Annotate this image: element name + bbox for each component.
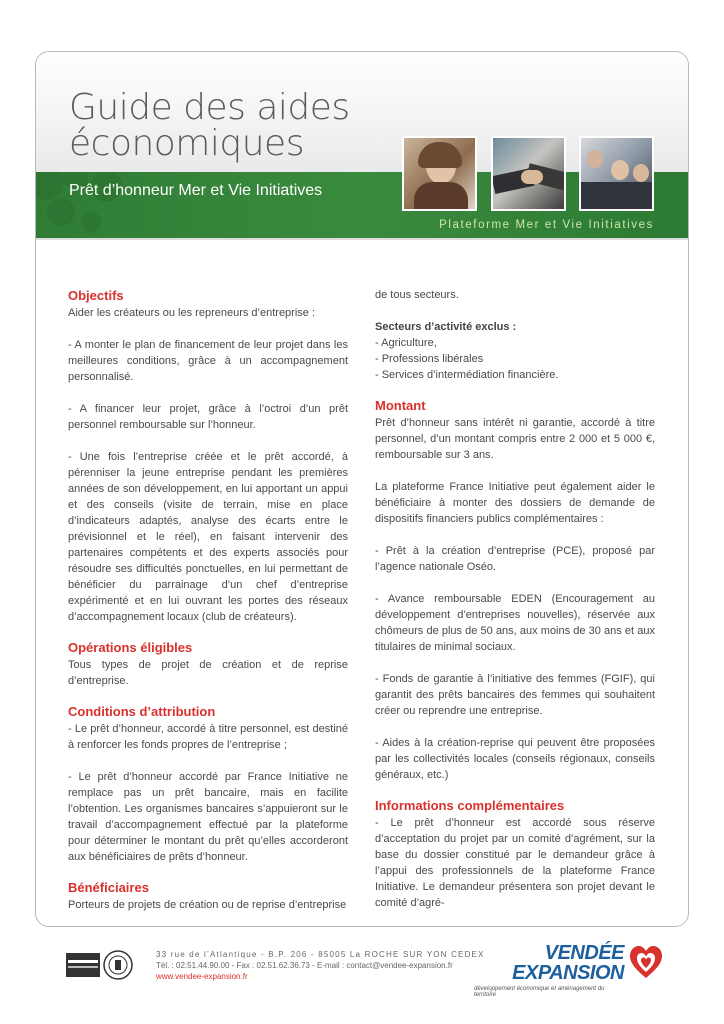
- exclus-label: Secteurs d’activité exclus :: [375, 321, 517, 333]
- photo-woman: [402, 136, 477, 211]
- paragraph: - Le prêt d’honneur est accordé sous réserve d’acceptation du projet par un comité d’agrément, sur la base du dossier constitué par le demandeur grâce à l’appui des professionnels de la plateforme France Initiative. Le demandeur présentera son projet devant le comité d’agré-: [375, 817, 655, 909]
- paragraph: - Aides à la création-reprise qui peuvent être proposées par les collectivités locales (conseils régionaux, conseils généraux, etc.): [375, 737, 655, 781]
- logo-line-1: VENDÉE: [544, 942, 624, 964]
- footer-phone-email: Tél. : 02.51.44.90.00 - Fax : 02.51.62.36.73 - E-mail : contact@vendee-expansion.fr: [156, 961, 453, 970]
- list-item: - Agriculture,: [375, 337, 437, 349]
- list-item: - Professions libérales: [375, 353, 484, 365]
- paragraph: La plateforme France Initiative peut également aider le bénéficiaire à monter des dossiers de demande de dispositifs financiers publics complémentaires :: [375, 481, 655, 525]
- photo-team: [579, 136, 654, 211]
- paragraph: Porteurs de projets de création ou de reprise d’entreprise: [68, 899, 347, 911]
- paragraph: - Fonds de garantie à l’initiative des femmes (FGIF), qui garantit des prêts bancaires des femmes qui souhaitent créer ou reprendre une entreprise.: [375, 673, 655, 717]
- footer-contact: [156, 949, 485, 982]
- heading-operations: Opérations éligibles: [68, 640, 193, 655]
- banner-title: Prêt d’honneur Mer et Vie Initiatives: [69, 182, 323, 199]
- paragraph: - Une fois l’entreprise créée et le prêt accordé, à pérenniser la jeune entreprise pendant les premières années de son développement, en lui apportant un appui et des conseils (visite de terrain, mise en place d’indicateurs adaptés, analyse des écarts entre le prévisionnel et le réel), en faisant intervenir des partenaires compétents et des experts associés pour résoudre ses difficultés ponctuelles, en lui permettant de bénéficier du parrainage d’un chef d’entreprise expérimenté et en lui ouvrant les portes des réseaux d’accompagnement locaux (club de créateurs).: [68, 451, 348, 623]
- paragraph: Aider les créateurs ou les repreneurs d’entreprise :: [68, 307, 316, 319]
- footer-website-link[interactable]: www.vendee-expansion.fr: [156, 972, 248, 981]
- logo-line-2: EXPANSION: [512, 962, 624, 984]
- logo-tagline: développement économique et aménagement du territoire: [474, 986, 605, 998]
- left-column: [68, 287, 348, 913]
- title-line-1: Guide des aides: [69, 87, 350, 128]
- banner-subtitle: Plateforme Mer et Vie Initiatives: [439, 219, 654, 231]
- heading-beneficiaires: Bénéficiaires: [68, 880, 149, 895]
- paragraph: - Le prêt d’honneur, accordé à titre personnel, est destiné à renforcer les fonds propres de l’entreprise ;: [68, 723, 348, 751]
- page-header: [36, 52, 689, 240]
- vendee-expansion-logo: [474, 940, 674, 1000]
- photo-handshake: [491, 136, 566, 211]
- paragraph: de tous secteurs.: [375, 289, 459, 301]
- paragraph: - Prêt à la création d’entreprise (PCE), proposé par l’agence nationale Oséo.: [375, 545, 655, 573]
- bureau-veritas-icon: [66, 949, 136, 981]
- footer-address: 33 rue de l’Atlantique - B.P. 206 - 85005 La ROCHE SUR YON CEDEX: [156, 950, 485, 959]
- heading-montant: Montant: [375, 398, 426, 413]
- paragraph: Prêt d’honneur sans intérêt ni garantie, accordé à titre personnel, d’un montant compris entre 2 000 et 5 000 €, remboursable sur 3 ans.: [375, 417, 655, 461]
- paragraph: - Avance remboursable EDEN (Encouragement au développement d’entreprises nouvelles), réservée aux chômeurs de plus de 50 ans, aux moins de 30 ans et aux titulaires de minimal sociaux.: [375, 593, 655, 653]
- title-line-2: économiques: [69, 123, 304, 164]
- paragraph: Tous types de projet de création et de reprise d’entreprise.: [68, 659, 348, 687]
- heading-informations: Informations complémentaires: [375, 798, 565, 813]
- heart-emblem-icon: [630, 946, 662, 980]
- paragraph: - Le prêt d’honneur accordé par France Initiative ne remplace pas un prêt bancaire, mais en facilite l’obtention. Les organismes bancaires s’appuieront sur le travail d’accompagnement effectué par la plateforme pour déterminer le montant du prêt qu’elles accorderont aux bénéficiaires de prêts d’honneur.: [68, 771, 348, 863]
- list-item: - Services d’intermédiation financière.: [375, 369, 559, 381]
- paragraph: - A financer leur projet, grâce à l’octroi d’un prêt personnel remboursable sur l’honneur.: [68, 403, 348, 431]
- paragraph: - A monter le plan de financement de leur projet dans les meilleures conditions, grâce à un accompagnement personnalisé.: [68, 339, 348, 383]
- right-column: [375, 287, 655, 911]
- page-title: [69, 87, 350, 164]
- heading-conditions: Conditions d’attribution: [68, 704, 216, 719]
- heading-objectifs: Objectifs: [68, 288, 124, 303]
- certification-badge: [66, 949, 136, 981]
